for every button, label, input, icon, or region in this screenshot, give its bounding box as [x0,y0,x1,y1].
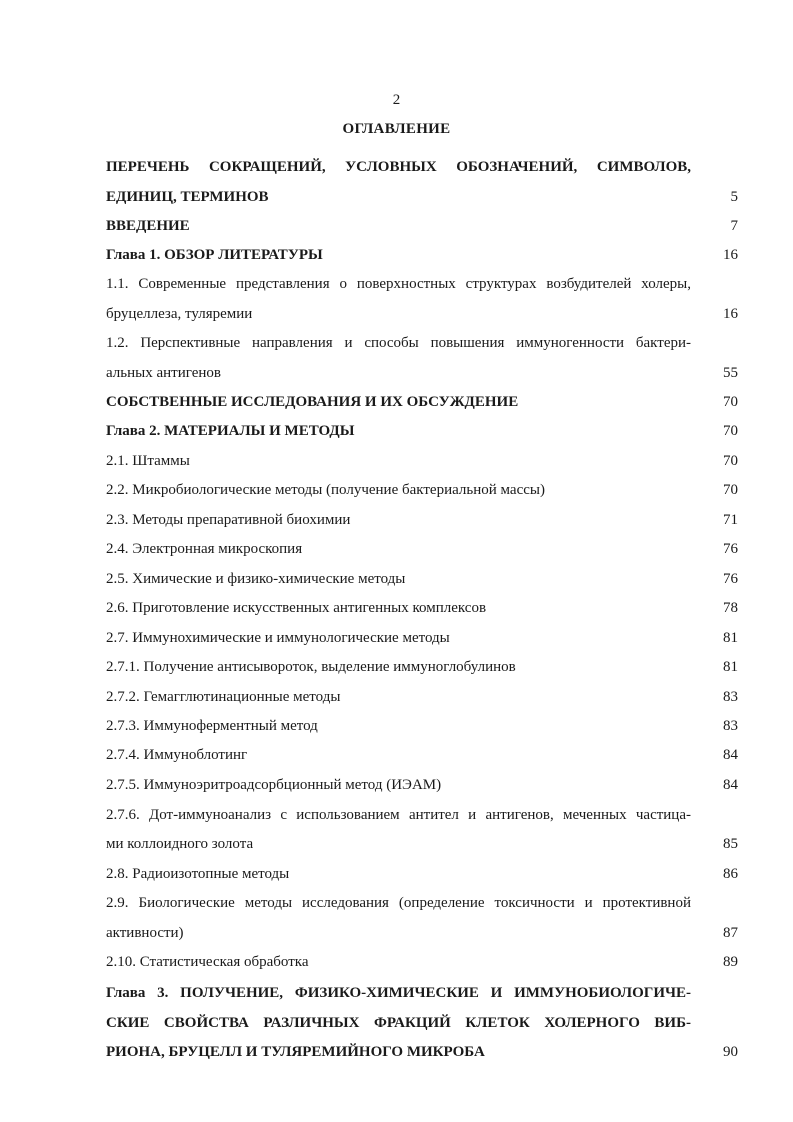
toc-page-number: 76 [723,541,738,557]
toc-page-number: 55 [723,365,738,381]
toc-entry-line: 2.7.6. Дот-иммуноанализ с использованием антител и антигенов, меченных частица- [106,807,691,823]
toc-page-number: 81 [723,659,738,675]
toc-page-number: 87 [723,925,738,941]
toc-entry-line: СОБСТВЕННЫЕ ИССЛЕДОВАНИЯ И ИХ ОБСУЖДЕНИЕ [106,394,519,410]
toc-entry-line: 2.2. Микробиологические методы (получение бактериальной массы) [106,482,545,498]
toc-entry-line: 2.7.4. Иммуноблотинг [106,747,248,763]
toc-entry-line: 1.2. Перспективные направления и способы повышения иммуногенности бактери- [106,335,691,351]
toc-page-number: 90 [723,1044,738,1060]
toc-page-number: 81 [723,630,738,646]
toc-entry-line: 2.9. Биологические методы исследования (определение токсичности и протективной [106,895,691,911]
toc-entry-line: активности) [106,925,184,941]
toc-page-number: 70 [723,453,738,469]
toc-page-number: 70 [723,482,738,498]
toc-page-number: 70 [723,423,738,439]
toc-page-number: 71 [723,512,738,528]
toc-page-number: 83 [723,689,738,705]
toc-entry-line: СКИЕ СВОЙСТВА РАЗЛИЧНЫХ ФРАКЦИЙ КЛЕТОК ХОЛЕРНОГО ВИБ- [106,1015,691,1031]
toc-page-number: 84 [723,747,738,763]
toc-page-number: 83 [723,718,738,734]
toc-page-number: 7 [730,218,738,234]
toc-entry-line: ВВЕДЕНИЕ [106,218,190,234]
toc-entry-line: 2.7.2. Гемагглютинационные методы [106,689,341,705]
toc-entry-line: Глава 2. МАТЕРИАЛЫ И МЕТОДЫ [106,423,355,439]
toc-entry-line: 2.3. Методы препаративной биохимии [106,512,351,528]
toc-page-number: 89 [723,954,738,970]
toc-entry-line: 2.6. Приготовление искусственных антигенных комплексов [106,600,487,616]
toc-entry-line: Глава 1. ОБЗОР ЛИТЕРАТУРЫ [106,247,323,263]
toc-entry-line: 2.7.3. Иммуноферментный метод [106,718,318,734]
toc-entry-line: ЕДИНИЦ, ТЕРМИНОВ [106,189,269,205]
toc-entry-line: ми коллоидного золота [106,836,254,852]
toc-page-number: 16 [723,247,738,263]
toc-entry-line: 2.10. Статистическая обработка [106,954,309,970]
toc-entry-line: 2.8. Радиоизотопные методы [106,866,290,882]
toc-page-number: 70 [723,394,738,410]
toc-page-number: 16 [723,306,738,322]
toc-entry-line: ПЕРЕЧЕНЬ СОКРАЩЕНИЙ, УСЛОВНЫХ ОБОЗНАЧЕНИЙ, СИМВОЛОВ, [106,159,691,175]
toc-entry-line: бруцеллеза, туляремии [106,306,253,322]
toc-page-number: 86 [723,866,738,882]
toc-page-number: 76 [723,571,738,587]
toc-entry-line: 2.7.1. Получение антисывороток, выделение иммуноглобулинов [106,659,516,675]
toc-page-number: 78 [723,600,738,616]
page-number: 2 [392,92,401,108]
toc-page-number: 5 [730,189,738,205]
toc-entry-line: 2.7. Иммунохимические и иммунологические методы [106,630,450,646]
toc-entry-line: 2.4. Электронная микроскопия [106,541,303,557]
toc-entry-line: Глава 3. ПОЛУЧЕНИЕ, ФИЗИКО-ХИМИЧЕСКИЕ И ИММУНОБИОЛОГИЧЕ- [106,985,691,1001]
toc-entry-line: 2.1. Штаммы [106,453,190,469]
toc-title: ОГЛАВЛЕНИЕ [342,121,451,137]
toc-entry-line: РИОНА, БРУЦЕЛЛ И ТУЛЯРЕМИЙНОГО МИКРОБА [106,1044,485,1060]
toc-entry-line: 2.7.5. Иммуноэритроадсорбционный метод (ИЭАМ) [106,777,442,793]
toc-entry-line: 1.1. Современные представления о поверхностных структурах возбудителей холеры, [106,276,691,292]
toc-page-number: 85 [723,836,738,852]
toc-page-number: 84 [723,777,738,793]
toc-entry-line: альных антигенов [106,365,221,381]
toc-entry-line: 2.5. Химические и физико-химические методы [106,571,406,587]
